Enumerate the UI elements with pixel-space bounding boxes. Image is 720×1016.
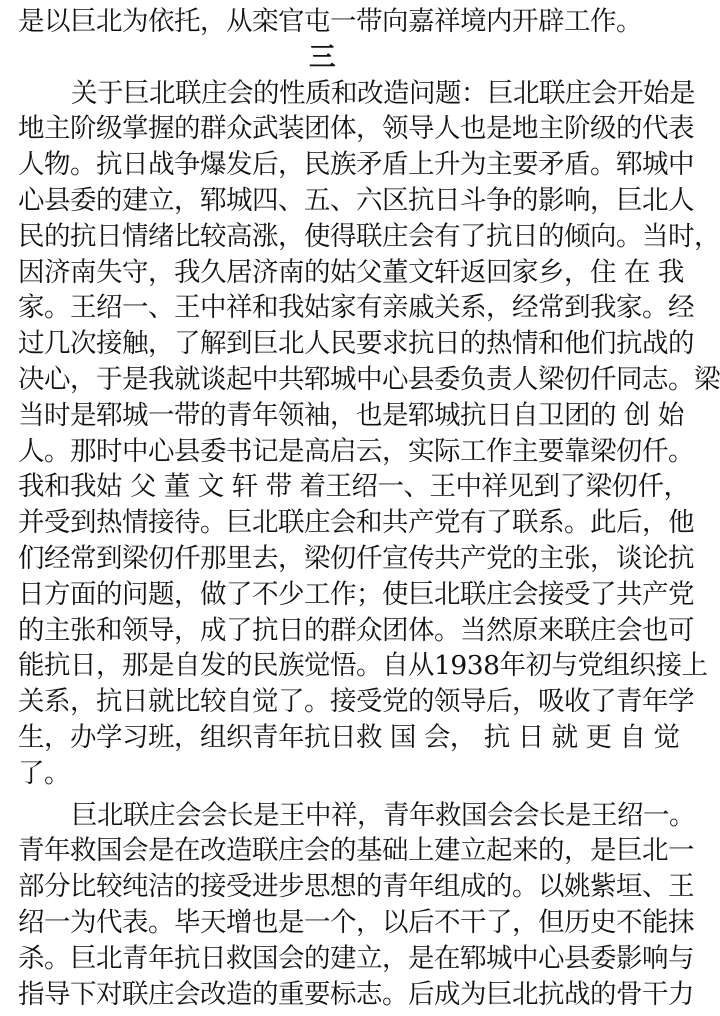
text-line: 们经常到梁仞仟那里去，梁仞仟宣传共产党的主张，谈论抗 [18, 542, 694, 574]
text-line: 人。那时中心县委书记是高启云，实际工作主要靠梁仞仟。 [18, 435, 694, 467]
text-line: 杀。巨北青年抗日救国会的建立，是在郓城中心县委影响与 [18, 942, 694, 974]
text-line: 并受到热情接待。巨北联庄会和共产党有了联系。此后，他 [18, 507, 694, 539]
text-line: 日方面的问题，做了不少工作；使巨北联庄会接受了共产党 [18, 578, 694, 610]
text-line: 关系，抗日就比较自觉了。接受党的领导后，吸收了青年学 [18, 686, 694, 718]
text-line: 绍一为代表。毕天增也是一个，以后不干了，但历史不能抹 [18, 906, 694, 938]
text-line: 心县委的建立，郓城四、五、六区抗日斗争的影响，巨北人 [18, 184, 694, 216]
text-line: 能抗日，那是自发的民族觉悟。自从1938年初与党组织接上 [18, 650, 708, 682]
text-line: 当时是郓城一带的青年领袖，也是郓城抗日自卫团的 创 始 [18, 399, 684, 431]
text-line: 青年救国会是在改造联庄会的基础上建立起来的，是巨北一 [18, 835, 694, 867]
text-line: 指导下对联庄会改造的重要标志。后成为巨北抗战的骨干力 [18, 978, 694, 1010]
text-line: 我和我姑 父 董 文 轩 带 着王绍一、王中祥见到了梁仞仟， [18, 471, 690, 503]
text-line: 部分比较纯洁的接受进步思想的青年组成的。以姚紫垣、王 [18, 871, 694, 903]
text-line: 关于巨北联庄会的性质和改造问题：巨北联庄会开始是 [71, 77, 695, 109]
text-line: 了。 [18, 757, 70, 789]
text-line: 人物。抗日战争爆发后，民族矛盾上升为主要矛盾。郓城中 [18, 149, 694, 181]
section-heading: 三 [309, 41, 335, 73]
text-line: 决心，于是我就谈起中共郓城中心县委负责人梁仞仟同志。梁 [18, 363, 720, 395]
text-line: 过几次接触，了解到巨北人民要求抗日的热情和他们抗战的 [18, 328, 694, 360]
text-line: 地主阶级掌握的群众武装团体，领导人也是地主阶级的代表 [18, 113, 694, 145]
paragraph-1 [18, 76, 720, 792]
text-line: 巨北联庄会会长是王中祥，青年救国会会长是王绍一。 [71, 799, 695, 831]
intro-line: 是以巨北为依托，从栾官屯一带向嘉祥境内开辟工作。 [18, 6, 642, 37]
text-line: 因济南失守，我久居济南的姑父董文轩返回家乡，住 在 我 [18, 256, 684, 288]
text-line: 家。王绍一、王中祥和我姑家有亲戚关系，经常到我家。经 [18, 292, 694, 324]
paragraph-2 [18, 798, 695, 1013]
text-line: 生，办学习班，组织青年抗日救 国 会， 抗 日 就 更 自 觉 [18, 721, 680, 753]
text-line: 民的抗日情绪比较高涨，使得联庄会有了抗日的倾向。当时， [18, 220, 720, 252]
text-line: 的主张和领导，成了抗日的群众团体。当然原来联庄会也可 [18, 614, 694, 646]
